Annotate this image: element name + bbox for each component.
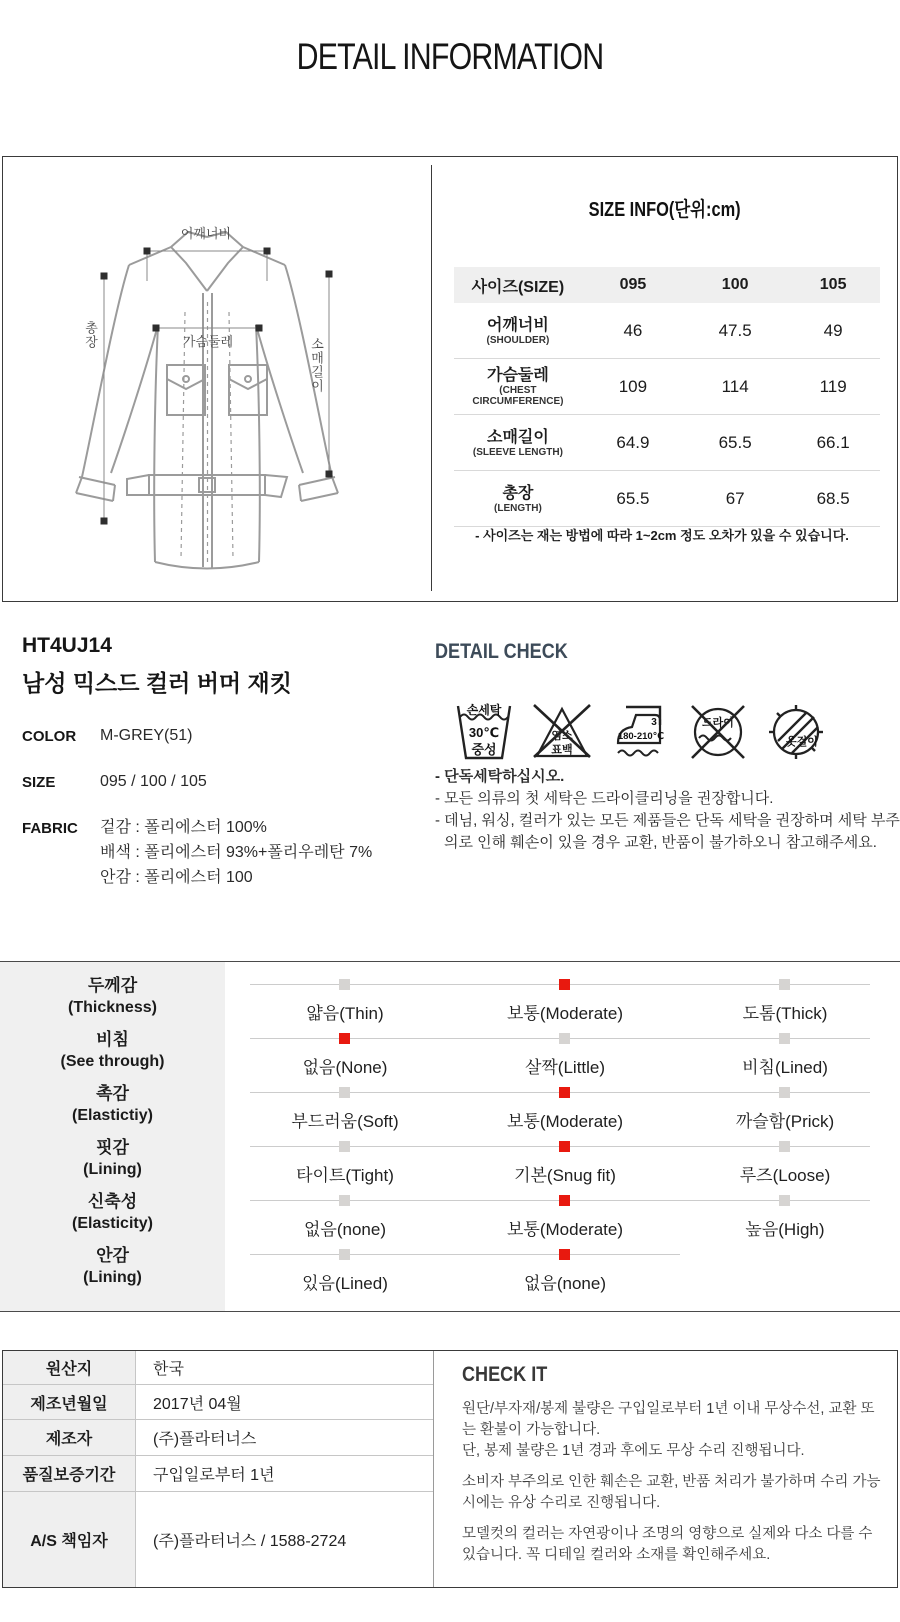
option-marker — [559, 1195, 570, 1206]
option-label: 살짝(Little) — [524, 1058, 606, 1077]
size-table-header-095: 095 — [582, 267, 684, 303]
care-icon-text: 3 — [651, 717, 657, 728]
option-marker — [779, 1033, 790, 1044]
care-icon-text: 손세탁 — [466, 703, 502, 717]
option-label: 없음(None) — [302, 1058, 388, 1077]
cell-value: 67 — [684, 471, 786, 527]
info-value: 한국 — [153, 1361, 184, 1378]
care-note: - 단독세탁하십시오. — [435, 768, 565, 785]
table-row — [3, 1456, 433, 1492]
size-info-title — [432, 193, 897, 222]
fabric-lines — [100, 815, 372, 890]
row-label-en: (SHOULDER) — [486, 334, 550, 346]
table-row — [3, 1351, 433, 1385]
option-marker — [559, 1141, 570, 1152]
size-table-header-size: 사이즈(SIZE) — [454, 267, 582, 303]
care-icon-text: 염소 — [551, 730, 573, 742]
info-value: 구입일로부터 1년 — [153, 1467, 275, 1484]
cell-value: 119 — [786, 359, 880, 415]
option-label: 까슬함(Prick) — [735, 1112, 835, 1131]
cell-value: 114 — [684, 359, 786, 415]
option-label: 기본(Snug fit) — [514, 1166, 616, 1185]
attribute-label — [0, 1029, 225, 1072]
size-table-header-100: 100 — [684, 267, 786, 303]
attribute-label — [0, 975, 225, 1018]
table-row — [3, 1492, 433, 1587]
option-marker — [339, 1195, 350, 1206]
care-icon-text: 180-210℃ — [617, 731, 665, 742]
option-marker — [559, 1033, 570, 1044]
option-label: 없음(none) — [304, 1220, 386, 1239]
table-row — [3, 1420, 433, 1456]
cell-value: 66.1 — [786, 415, 880, 471]
option-label: 비침(Lined) — [742, 1058, 828, 1077]
option-label: 없음(none) — [524, 1274, 606, 1293]
color-label: COLOR — [22, 728, 77, 745]
row-label-ko: 총장 — [502, 484, 534, 502]
row-label-shoulder — [454, 303, 582, 359]
attribute-label — [0, 1083, 225, 1126]
option-marker — [779, 1087, 790, 1098]
fabric-line: 배색 : 폴리에스터 93%+폴리우레탄 7% — [100, 844, 373, 861]
attribute-label-ko: 신축성 — [87, 1192, 138, 1211]
option-marker — [779, 1195, 790, 1206]
page-title — [0, 36, 900, 78]
option-marker — [339, 979, 350, 990]
table-row — [454, 359, 880, 415]
row-label-en: (CHEST CIRCUMFERENCE) — [472, 385, 564, 407]
attribute-label-ko: 안감 — [96, 1246, 129, 1265]
info-label: 품질보증기간 — [3, 1456, 136, 1491]
attribute-label-en: (Elasticity) — [72, 1215, 153, 1232]
option-marker — [559, 1087, 570, 1098]
measurement-guides — [104, 251, 329, 521]
option-label: 높음(High) — [745, 1220, 825, 1239]
check-it-paragraph: 소비자 부주의로 인한 훼손은 교환, 반품 처리가 불가하며 수리 가능시에는 유상 수리로 진행됩니다. — [462, 1474, 881, 1511]
manufacturer-info-table — [3, 1351, 434, 1587]
check-it-title — [462, 1363, 883, 1387]
care-icons — [452, 700, 828, 762]
fabric-line: 겉감 : 폴리에스터 100% — [100, 819, 267, 836]
size-info-title-text: SIZE INFO(단위:cm) — [588, 199, 741, 221]
info-value: (주)플라터너스 / 1588-2724 — [153, 1533, 347, 1550]
detail-check-title-text: DETAIL CHECK — [435, 640, 568, 663]
cell-value: 49 — [786, 303, 880, 359]
table-row — [454, 303, 880, 359]
cell-value: 65.5 — [582, 471, 684, 527]
option-marker — [339, 1249, 350, 1260]
care-note: - 모든 의류의 첫 세탁은 드라이클리닝을 권장합니다. — [435, 790, 774, 807]
scale-line — [250, 1254, 680, 1255]
option-label: 도톰(Thick) — [742, 1004, 828, 1023]
size-note: - 사이즈는 재는 방법에 따라 1~2cm 정도 오차가 있을 수 있습니다. — [475, 528, 849, 543]
size-table-header-105: 105 — [786, 267, 880, 303]
attribute-label — [0, 1137, 225, 1180]
fabric-label: FABRIC — [22, 820, 78, 837]
row-label-sleeve — [454, 415, 582, 471]
size-label: SIZE — [22, 774, 56, 791]
diagram-label-shoulder: 어깨너비 — [180, 226, 232, 241]
option-label: 있음(Lined) — [302, 1274, 388, 1293]
option-label: 부드러움(Soft) — [291, 1112, 399, 1131]
no-dry-clean-icon — [686, 700, 750, 762]
jacket-outline — [76, 232, 338, 569]
attribute-label-ko: 핏감 — [96, 1138, 129, 1157]
diagram-label-sleeve: 소매길이 — [309, 337, 324, 393]
option-label: 보통(Moderate) — [507, 1112, 623, 1131]
measurement-endpoints — [101, 248, 333, 525]
check-it-paragraph: 원단/부자재/봉제 불량은 구입일로부터 1년 이내 무상수선, 교환 또는 환불이 가능합니다. — [462, 1401, 875, 1438]
check-it-paragraph: 모델컷의 컬러는 자연광이나 조명의 영향으로 실제와 다소 다를 수 있습니다. 꼭 디테일 컬러와 소재를 확인해주세요. — [462, 1526, 873, 1563]
size-value: 095 / 100 / 105 — [100, 773, 207, 790]
fabric-line: 안감 : 폴리에스터 100 — [100, 869, 253, 886]
hanger-dry-icon — [764, 700, 828, 762]
attribute-label-ko: 두께감 — [87, 976, 138, 995]
row-label-chest — [454, 359, 582, 415]
attribute-scales-section — [0, 961, 900, 1312]
care-icon-text: 옷걸이 — [786, 736, 818, 748]
product-code: HT4UJ14 — [22, 634, 112, 657]
option-label: 얇음(Thin) — [306, 1004, 384, 1023]
check-it-title-text: CHECK IT — [462, 1363, 548, 1386]
row-label-en: (LENGTH) — [494, 502, 542, 514]
size-table — [454, 267, 880, 527]
info-label: 제조자 — [3, 1420, 136, 1455]
row-label-ko: 어깨너비 — [486, 316, 549, 334]
detail-check-title — [435, 640, 589, 664]
color-value: M-GREY(51) — [100, 727, 193, 744]
hand-wash-icon — [452, 700, 516, 762]
cell-value: 64.9 — [582, 415, 684, 471]
attribute-label-ko: 비침 — [96, 1030, 129, 1049]
iron-icon — [608, 700, 672, 762]
option-label: 보통(Moderate) — [507, 1004, 623, 1023]
cell-value: 68.5 — [786, 471, 880, 527]
attribute-label-en: (See through) — [60, 1053, 165, 1070]
care-icon-text: 표백 — [551, 744, 573, 756]
no-bleach-icon — [530, 700, 594, 762]
check-it-panel — [434, 1351, 897, 1587]
option-marker — [339, 1087, 350, 1098]
info-label: 원산지 — [3, 1351, 136, 1384]
attribute-label-en: (Elastictiy) — [72, 1107, 153, 1124]
cell-value: 47.5 — [684, 303, 786, 359]
option-marker — [559, 1249, 570, 1260]
cell-value: 46 — [582, 303, 684, 359]
care-icon-text: 드라이 — [702, 717, 734, 729]
table-row — [3, 1385, 433, 1420]
care-icon-text: 30℃ — [468, 725, 500, 740]
jacket-pockets — [167, 365, 267, 415]
diagram-label-length: 총장 — [83, 321, 98, 349]
table-row — [454, 471, 880, 527]
attribute-label — [0, 1191, 225, 1234]
care-icon-text: 중성 — [471, 742, 497, 757]
attribute-label — [0, 1245, 225, 1288]
page-title-text: DETAIL INFORMATION — [296, 36, 604, 77]
row-label-ko: 가슴둘레 — [486, 367, 549, 384]
attribute-label-en: (Lining) — [83, 1269, 142, 1286]
info-label: A/S 책임자 — [3, 1492, 136, 1587]
row-label-ko: 소매길이 — [486, 428, 549, 446]
check-it-paragraph: 단, 봉제 불량은 1년 경과 후에도 무상 수리 진행됩니다. — [462, 1443, 805, 1459]
diagram-label-chest: 가슴둘레 — [182, 334, 234, 349]
attribute-label-en: (Thickness) — [68, 999, 157, 1016]
option-marker — [779, 1141, 790, 1152]
cell-value: 109 — [582, 359, 684, 415]
option-label: 타이트(Tight) — [296, 1166, 394, 1185]
cell-value: 65.5 — [684, 415, 786, 471]
info-value: 2017년 04월 — [153, 1395, 242, 1413]
row-label-length — [454, 471, 582, 527]
option-label: 루즈(Loose) — [739, 1166, 831, 1185]
row-label-en: (SLEEVE LENGTH) — [472, 446, 563, 458]
attribute-label-en: (Lining) — [83, 1161, 142, 1178]
table-row — [454, 415, 880, 471]
option-marker — [339, 1033, 350, 1044]
care-note: - 데님, 워싱, 컬러가 있는 모든 제품들은 단독 세탁을 권장하며 세탁 부주의로 인해 훼손이 있을 경우 교환, 반품이 불가하오니 참고해주세요. — [435, 812, 900, 851]
info-label: 제조년월일 — [3, 1385, 136, 1419]
product-name: 남성 믹스드 컬러 버머 재킷 — [22, 670, 292, 696]
manufacturer-info-box — [2, 1350, 898, 1588]
size-table-header-row — [454, 267, 880, 303]
option-marker — [779, 979, 790, 990]
attribute-label-ko: 촉감 — [96, 1084, 129, 1103]
size-info-box — [2, 156, 898, 602]
info-value: (주)플라터너스 — [153, 1431, 257, 1448]
option-marker — [339, 1141, 350, 1152]
option-marker — [559, 979, 570, 990]
option-label: 보통(Moderate) — [507, 1220, 623, 1239]
